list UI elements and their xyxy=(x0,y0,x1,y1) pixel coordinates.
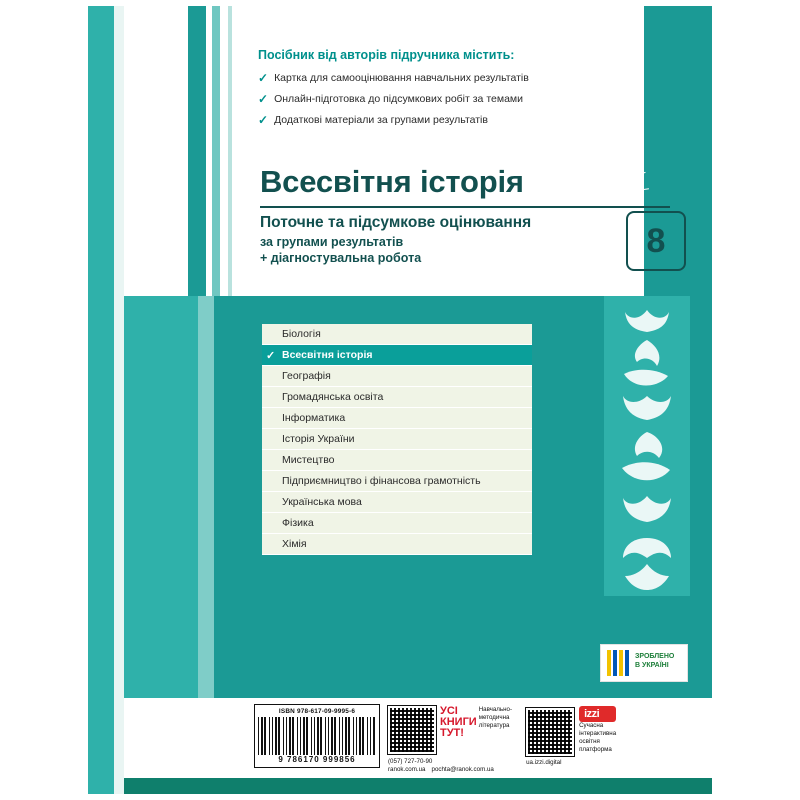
check-icon: ✓ xyxy=(258,71,269,85)
subject-label: Фізика xyxy=(282,517,314,529)
usi-line-3: ТУТ! xyxy=(440,727,464,739)
isbn-text: ISBN 978-617-09-9995-6 xyxy=(278,708,356,715)
decor-ornament-panel xyxy=(604,296,690,596)
subject-list-item[interactable] xyxy=(262,513,532,534)
intro-item xyxy=(258,72,588,86)
intro-item xyxy=(258,114,588,128)
subject-list-item[interactable] xyxy=(262,492,532,513)
nm-line-2: методична xyxy=(478,713,510,721)
subject-label: Географія xyxy=(282,370,331,382)
isbn-barcode xyxy=(254,704,380,768)
intro-item xyxy=(258,93,588,107)
usi-line-2: КНИГИ xyxy=(440,716,477,728)
subject-label: Хімія xyxy=(282,538,307,550)
intro-item-label: Картка для самооцінювання навчальних результатів xyxy=(274,72,529,84)
qr-code-izzi[interactable] xyxy=(526,708,574,756)
izzi-description xyxy=(579,722,616,754)
decor-strip-c xyxy=(228,6,232,296)
check-icon: ✓ xyxy=(258,112,269,127)
subject-list-item-selected[interactable] xyxy=(262,345,532,366)
nm-line-3: література xyxy=(478,721,510,729)
decor-left-band xyxy=(88,6,114,794)
subject-list-item[interactable] xyxy=(262,534,532,555)
subject-list-item[interactable] xyxy=(262,324,532,345)
usi-line-1: УСІ xyxy=(440,705,458,717)
subject-label: Підприємництво і фінансова грамотність xyxy=(282,475,481,487)
made-in-ukraine-badge xyxy=(600,644,688,682)
ranok-block xyxy=(388,704,512,774)
subject-label: Мистецтво xyxy=(282,454,335,466)
check-icon: ✓ xyxy=(266,349,276,362)
subject-label: Інформатика xyxy=(282,412,346,424)
decor-strip-a xyxy=(188,6,206,296)
decor-strip-b xyxy=(212,6,220,296)
subject-list-item[interactable] xyxy=(262,450,532,471)
subject-label: Біологія xyxy=(282,328,321,340)
cover-artwork xyxy=(88,6,712,794)
izzi-url[interactable]: ua.izzi.digital xyxy=(526,759,562,766)
email-link[interactable]: pochta@ranok.com.ua xyxy=(431,766,494,774)
subject-list xyxy=(262,324,532,555)
izzi-block xyxy=(526,704,616,766)
intro-item-label: Додаткові матеріали за групами результатів xyxy=(274,113,488,126)
nm-line-1: Навчально- xyxy=(478,706,513,713)
subject-label: Українська мова xyxy=(282,496,362,508)
book-subtitle: Поточне та підсумкове оцінювання xyxy=(260,214,532,231)
izzi-line-3: освітня xyxy=(579,738,600,746)
subject-label: Всесвітня історія xyxy=(282,349,373,361)
subject-list-item[interactable] xyxy=(262,429,532,450)
barcode-bars xyxy=(258,717,376,755)
grade-badge: 8 xyxy=(626,211,686,271)
izzi-line-2: інтерактивна xyxy=(579,730,617,738)
made-line-2: В УКРАЇНІ xyxy=(635,661,669,669)
intro-title: Посібник від авторів підручника містить: xyxy=(258,48,515,62)
book-subtitle-tertiary: + діагностувальна робота xyxy=(260,251,422,265)
ukraine-flag-icon xyxy=(607,650,631,676)
subject-list-item[interactable] xyxy=(262,408,532,429)
website-link[interactable]: ranok.com.ua xyxy=(388,766,426,774)
decor-left-white-band xyxy=(114,6,124,794)
subject-label: Громадянська освіта xyxy=(282,391,384,403)
izzi-line-1: Сучасна xyxy=(579,722,604,729)
intro-block xyxy=(258,48,588,134)
subject-list-item[interactable] xyxy=(262,366,532,387)
cover-footer xyxy=(124,698,712,778)
phone-number: (057) 727-70-90 xyxy=(388,758,433,765)
izzi-line-4: платформа xyxy=(579,746,612,754)
subject-label: Історія України xyxy=(282,433,355,445)
title-divider xyxy=(260,206,670,208)
book-title: Всесвітня історія xyxy=(260,164,524,199)
izzi-row xyxy=(526,706,616,756)
izzi-logo: izzi xyxy=(579,706,616,722)
intro-item-label: Онлайн-підготовка до підсумкових робіт за темами xyxy=(274,92,523,105)
book-subtitle-secondary: за групами результатів xyxy=(260,235,404,249)
subject-list-item[interactable] xyxy=(262,471,532,492)
made-line-1: ЗРОБЛЕНО xyxy=(635,653,675,660)
qr-code-ranok[interactable] xyxy=(388,706,436,754)
footer-content xyxy=(254,704,704,772)
barcode-number: 9 786170 999856 xyxy=(278,755,356,764)
check-icon: ✓ xyxy=(258,91,269,106)
ranok-contacts xyxy=(388,758,512,774)
footer-green-bar xyxy=(124,778,712,794)
ranok-row xyxy=(388,704,512,754)
subject-list-item[interactable] xyxy=(262,387,532,408)
made-in-ukraine-text xyxy=(635,653,674,671)
